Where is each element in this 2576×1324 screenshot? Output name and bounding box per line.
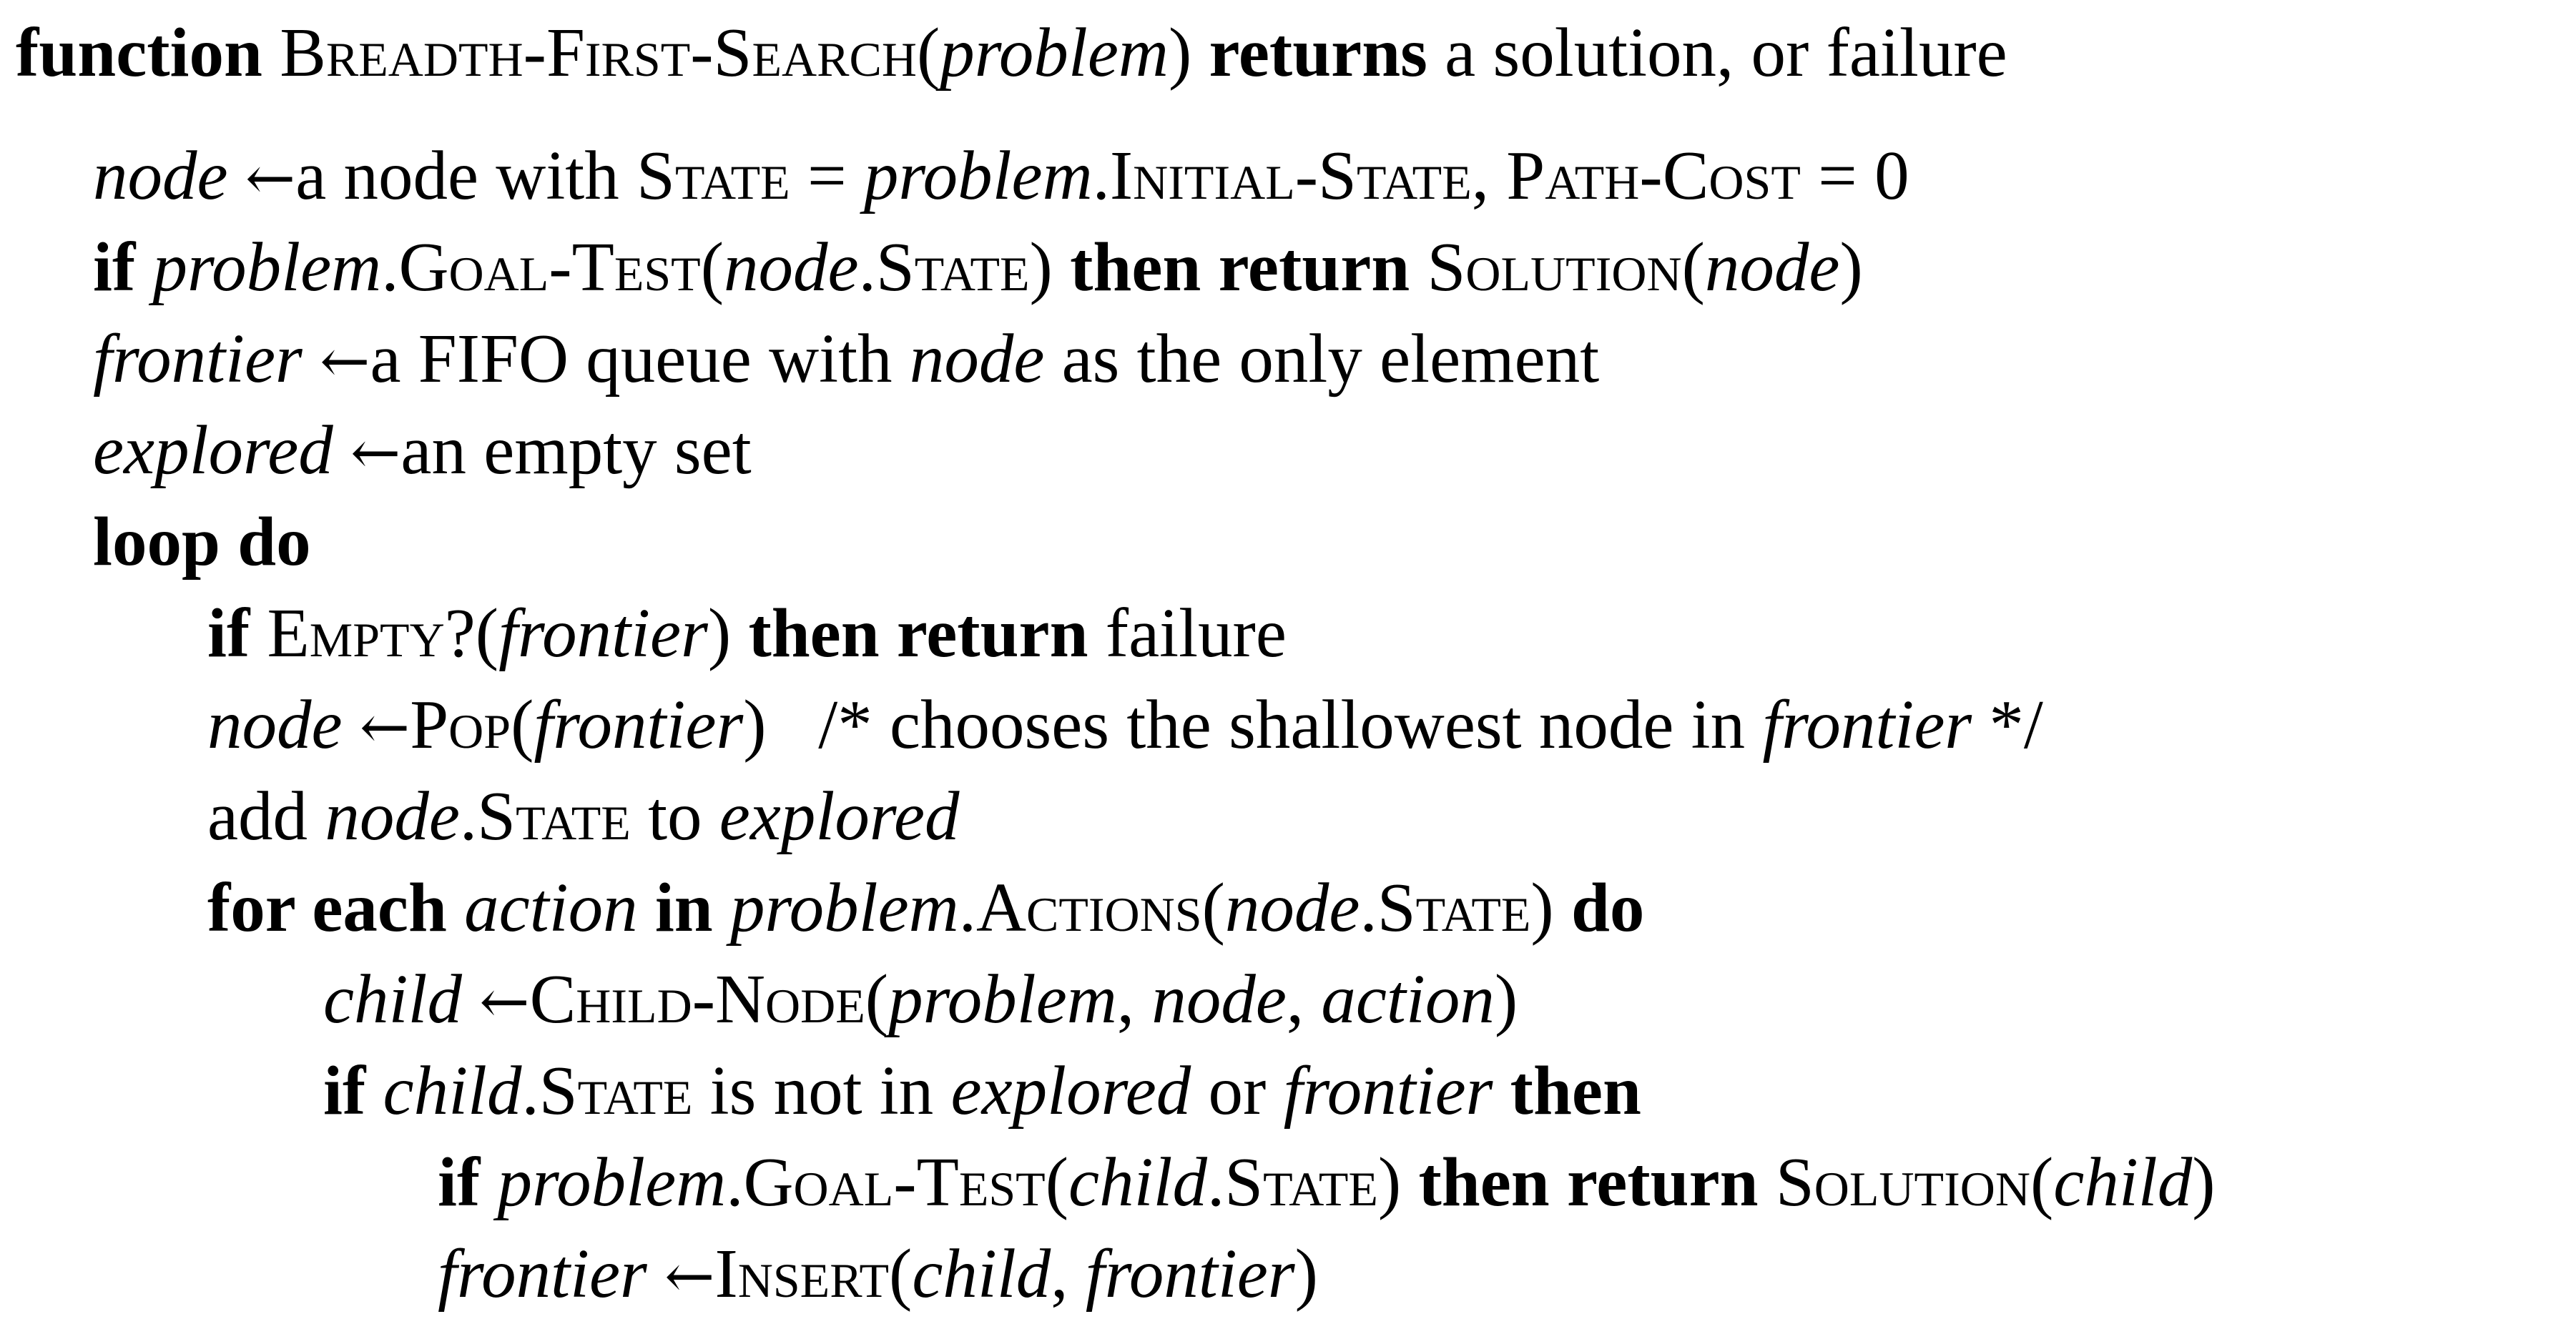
comma: , bbox=[1471, 137, 1507, 214]
text: is not in bbox=[692, 1052, 951, 1129]
assign-arrow: ← bbox=[359, 692, 411, 762]
var-node: node bbox=[909, 320, 1045, 397]
text: or bbox=[1191, 1052, 1284, 1129]
code-line-1 bbox=[93, 133, 1909, 221]
paren-close: ) bbox=[1168, 14, 1192, 91]
paren-close: ) bbox=[743, 686, 767, 763]
paren-close: ) bbox=[1029, 229, 1053, 305]
code-line-7 bbox=[207, 682, 2043, 770]
return-description: a solution, or failure bbox=[1445, 14, 2007, 91]
keyword-if: if bbox=[438, 1144, 481, 1220]
func-child-node: Child-Node bbox=[529, 961, 865, 1037]
field-initial-state: Initial-State bbox=[1109, 137, 1472, 214]
field-path-cost: Path-Cost bbox=[1506, 137, 1801, 214]
paren-open: ( bbox=[511, 686, 534, 763]
text: add bbox=[207, 778, 325, 854]
func-insert: Insert bbox=[714, 1235, 890, 1312]
var-child: child bbox=[912, 1235, 1051, 1312]
var-action: action bbox=[464, 869, 638, 946]
var-child: child bbox=[383, 1052, 522, 1129]
paren-close: ) bbox=[2192, 1144, 2216, 1220]
keyword-in: in bbox=[654, 869, 713, 946]
func-solution: Solution bbox=[1775, 1144, 2030, 1220]
dot: . bbox=[381, 229, 399, 305]
code-line-4 bbox=[93, 407, 752, 495]
var-node: node bbox=[207, 686, 343, 763]
function-name: Breadth-First-Search bbox=[280, 14, 917, 91]
paren-close: ) bbox=[1839, 229, 1863, 305]
dot: . bbox=[1092, 137, 1110, 214]
var-child: child bbox=[323, 961, 462, 1037]
equals: = bbox=[807, 137, 847, 214]
text: a node with bbox=[295, 137, 637, 214]
var-node: node bbox=[1151, 961, 1287, 1037]
paren-close: ) bbox=[1377, 1144, 1402, 1220]
field-state: State bbox=[1224, 1144, 1378, 1220]
func-actions: Actions bbox=[975, 869, 1202, 946]
dot: . bbox=[726, 1144, 744, 1220]
field-state: State bbox=[875, 229, 1030, 305]
assign-arrow: ← bbox=[350, 418, 401, 488]
var-frontier: frontier bbox=[93, 320, 303, 397]
var-action: action bbox=[1321, 961, 1495, 1037]
code-line-10 bbox=[323, 957, 1518, 1044]
text-failure: failure bbox=[1105, 595, 1287, 671]
paren-close: ) bbox=[1530, 869, 1554, 946]
var-problem: problem bbox=[863, 137, 1093, 214]
assign-arrow: ← bbox=[245, 143, 296, 213]
var-node: node bbox=[724, 229, 859, 305]
keyword-if: if bbox=[323, 1052, 366, 1129]
dot: . bbox=[958, 869, 976, 946]
var-node: node bbox=[93, 137, 228, 214]
var-frontier: frontier bbox=[498, 595, 708, 671]
keyword-function: function bbox=[16, 14, 262, 91]
equals: = bbox=[1818, 137, 1857, 214]
dot: . bbox=[521, 1052, 539, 1129]
code-line-3 bbox=[93, 316, 1599, 404]
code-line-6 bbox=[207, 591, 1287, 676]
var-explored: explored bbox=[93, 412, 333, 488]
keyword-do: do bbox=[1570, 869, 1645, 946]
paren-open: ( bbox=[2030, 1144, 2054, 1220]
paren-close: ) bbox=[707, 595, 732, 671]
assign-arrow: ← bbox=[664, 1241, 715, 1311]
code-line-12 bbox=[438, 1140, 2216, 1225]
var-problem: problem bbox=[152, 229, 382, 305]
code-line-13 bbox=[438, 1231, 1318, 1319]
assign-arrow: ← bbox=[479, 967, 530, 1037]
func-goal-test: Goal-Test bbox=[398, 229, 701, 305]
field-state: State bbox=[539, 1052, 693, 1129]
text: an empty set bbox=[400, 412, 752, 488]
var-child: child bbox=[1068, 1144, 1207, 1220]
keyword-loop-do: loop do bbox=[93, 503, 311, 580]
comment-frontier: frontier bbox=[1762, 686, 1972, 763]
paren-open: ( bbox=[700, 229, 724, 305]
func-goal-test: Goal-Test bbox=[743, 1144, 1046, 1220]
function-header bbox=[16, 10, 2007, 96]
var-node: node bbox=[325, 778, 460, 854]
text: to bbox=[630, 778, 719, 854]
code-line-2 bbox=[93, 224, 1863, 310]
comment-text: /* chooses the shallowest node in bbox=[818, 686, 1763, 763]
paren-open: ( bbox=[1201, 869, 1225, 946]
keyword-if: if bbox=[207, 595, 250, 671]
paren-close: ) bbox=[1494, 961, 1518, 1037]
var-frontier: frontier bbox=[1085, 1235, 1295, 1312]
paren-open: ( bbox=[865, 961, 889, 1037]
paren-close: ) bbox=[1294, 1235, 1318, 1312]
keyword-if: if bbox=[93, 229, 136, 305]
text: a FIFO queue with bbox=[370, 320, 910, 397]
dot: . bbox=[858, 229, 876, 305]
var-node: node bbox=[1224, 869, 1360, 946]
code-line-9 bbox=[207, 865, 1644, 951]
var-explored: explored bbox=[719, 778, 960, 854]
paren-open: ( bbox=[916, 14, 940, 91]
var-problem: problem bbox=[888, 961, 1117, 1037]
comma: , bbox=[1051, 1235, 1086, 1312]
var-explored: explored bbox=[950, 1052, 1191, 1129]
zero: 0 bbox=[1874, 137, 1909, 214]
keyword-then-return: then return bbox=[1418, 1144, 1759, 1220]
var-problem: problem bbox=[497, 1144, 727, 1220]
func-pop: Pop bbox=[410, 686, 511, 763]
comma: , bbox=[1116, 961, 1152, 1037]
code-line-11 bbox=[323, 1048, 1641, 1134]
code-line-8 bbox=[207, 774, 960, 859]
keyword-for-each: for each bbox=[207, 869, 447, 946]
keyword-then-return: then return bbox=[748, 595, 1088, 671]
keyword-then: then bbox=[1510, 1052, 1641, 1129]
var-node: node bbox=[1704, 229, 1840, 305]
dot: . bbox=[1206, 1144, 1225, 1220]
func-solution: Solution bbox=[1427, 229, 1682, 305]
comma: , bbox=[1286, 961, 1322, 1037]
paren-open: ( bbox=[1045, 1144, 1069, 1220]
dot: . bbox=[1360, 869, 1377, 946]
param-problem: problem bbox=[940, 14, 1169, 91]
paren-open: ( bbox=[1681, 229, 1705, 305]
comment-end: */ bbox=[1972, 686, 2043, 763]
assign-arrow: ← bbox=[320, 326, 370, 396]
var-frontier: frontier bbox=[1283, 1052, 1493, 1129]
dot: . bbox=[459, 778, 478, 854]
keyword-then-return: then return bbox=[1070, 229, 1410, 305]
var-child: child bbox=[2053, 1144, 2193, 1220]
code-line-5 bbox=[93, 499, 311, 585]
paren-open: ( bbox=[475, 595, 499, 671]
field-state: State bbox=[477, 778, 631, 854]
paren-open: ( bbox=[889, 1235, 913, 1312]
field-state: State bbox=[1377, 869, 1531, 946]
field-state: State bbox=[636, 137, 790, 214]
text: as the only element bbox=[1044, 320, 1600, 397]
var-problem: problem bbox=[730, 869, 959, 946]
var-frontier: frontier bbox=[534, 686, 744, 763]
var-frontier: frontier bbox=[438, 1235, 647, 1312]
keyword-returns: returns bbox=[1209, 14, 1427, 91]
func-empty: Empty? bbox=[267, 595, 476, 671]
